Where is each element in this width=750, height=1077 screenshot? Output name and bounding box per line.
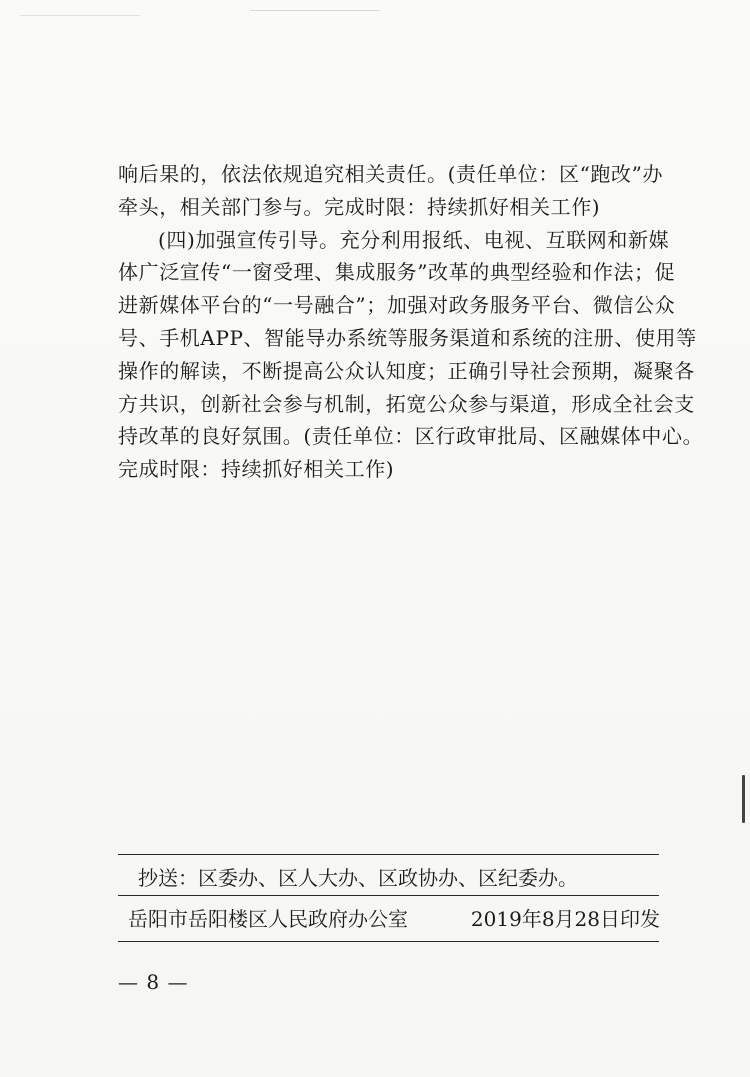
paragraph-line: 号、手机APP、智能导办系统等服务渠道和系统的注册、使用等 — [118, 325, 697, 350]
paragraph-line: 体广泛宣传“一窗受理、集成服务”改革的典型经验和作法；促 — [118, 260, 676, 285]
footer-divider-top — [118, 854, 659, 855]
paragraph-line: (四)加强宣传引导。充分利用报纸、电视、互联网和新媒 — [158, 227, 670, 252]
cc-line: 抄送：区委办、区人大办、区政协办、区纪委办。 — [138, 866, 578, 890]
paragraph-line: 操作的解读，不断提高公众认知度；正确引导社会预期，凝聚各 — [118, 358, 695, 383]
page-number: — 8 — — [118, 970, 189, 994]
paragraph-line: 持改革的良好氛围。(责任单位：区行政审批局、区融媒体中心。 — [118, 424, 704, 449]
scan-artifact — [20, 15, 140, 16]
paragraph-line: 进新媒体平台的“一号融合”；加强对政务服务平台、微信公众 — [118, 293, 676, 318]
scan-artifact — [250, 10, 380, 11]
issue-date: 2019年8月28日印发 — [470, 907, 660, 931]
footer-divider-bottom — [118, 941, 659, 942]
footer-divider-middle — [118, 895, 659, 896]
binding-mark — [742, 775, 745, 823]
paragraph-line: 牵头，相关部门参与。完成时限：持续抓好相关工作) — [118, 194, 601, 219]
paragraph-line: 方共识，创新社会参与机制，拓宽公众参与渠道，形成全社会支 — [118, 391, 695, 416]
paragraph-line: 响后果的，依法依规追究相关责任。(责任单位：区“跑改”办 — [118, 162, 664, 186]
issuer-name: 岳阳市岳阳楼区人民政府办公室 — [128, 907, 408, 931]
paragraph-line: 完成时限：持续抓好相关工作) — [118, 457, 395, 482]
paragraph-2 — [118, 224, 704, 486]
paragraph-1 — [118, 158, 663, 224]
document-body — [118, 158, 704, 486]
issuer-line — [128, 903, 660, 932]
